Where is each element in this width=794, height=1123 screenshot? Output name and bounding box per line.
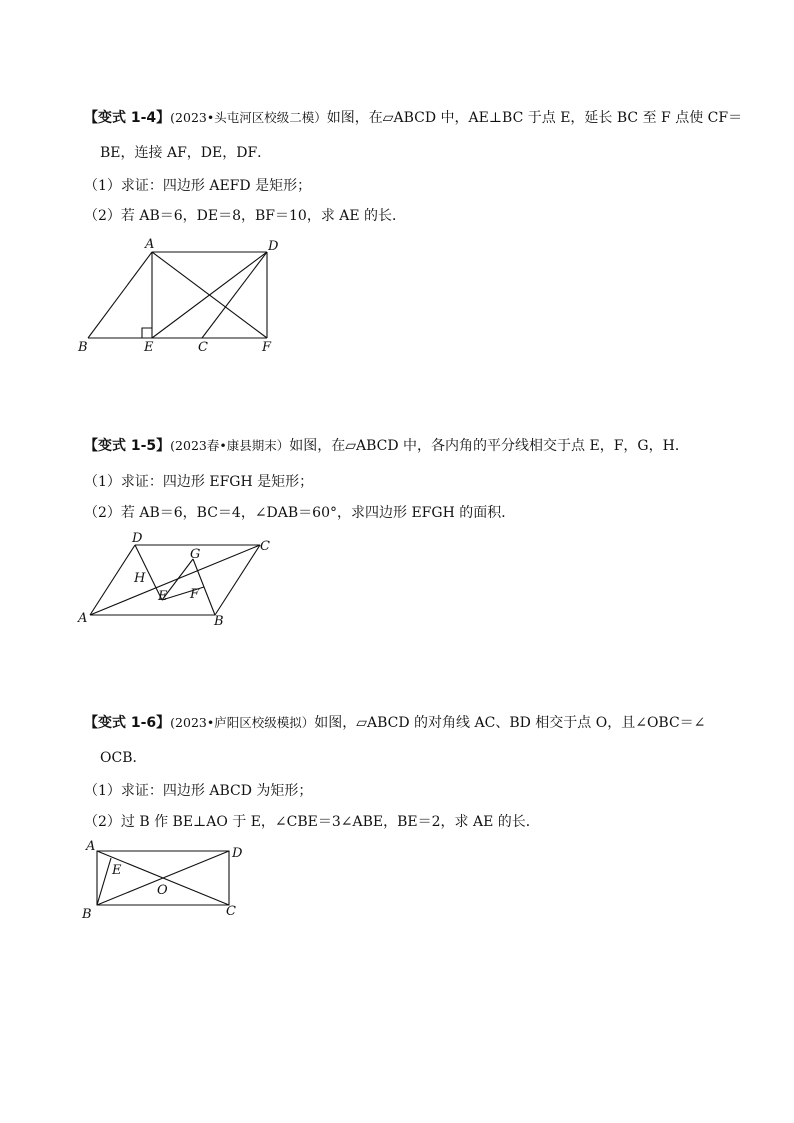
- label-C: C: [198, 340, 208, 355]
- label-A: A: [86, 839, 96, 854]
- problem-stem: 如图，在▱ABCD 中，AE⊥BC 于点 E，延长 BC 至 F 点使 CF＝: [326, 110, 743, 126]
- right-angle-mark: [142, 328, 152, 338]
- label-B: B: [214, 614, 224, 629]
- segment-BE: [97, 858, 111, 905]
- problem-1-5-question-1: （1）求证：四边形 EFGH 是矩形；: [84, 474, 314, 490]
- label-F: F: [262, 340, 272, 355]
- problem-1-4-stem-line2: BE，连接 AF，DE，DF．: [100, 145, 272, 161]
- segment-AC-bisectors: [90, 545, 260, 615]
- figure-1-6: [70, 838, 270, 923]
- label-C: C: [260, 539, 270, 554]
- problem-stem: 如图，在▱ABCD 中，各内角的平分线相交于点 E，F，G，H．: [289, 438, 689, 454]
- label-D: D: [268, 239, 279, 254]
- segment-CD: [202, 252, 267, 338]
- problem-1-5-question-2: （2）若 AB＝6，BC＝4，∠DAB＝60°，求四边形 EFGH 的面积．: [84, 505, 516, 521]
- problem-tag: 【变式 1-5】: [84, 438, 171, 454]
- label-C: C: [226, 904, 236, 919]
- segment-AB: [88, 252, 152, 338]
- label-E: E: [112, 863, 122, 878]
- problem-1-4-question-1: （1）求证：四边形 AEFD 是矩形；: [84, 178, 312, 194]
- problem-1-6-question-2: （2）过 B 作 BE⊥AO 于 E，∠CBE＝3∠ABE，BE＝2，求 AE 的长．: [84, 814, 540, 830]
- problem-1-6-question-1: （1）求证：四边形 ABCD 为矩形；: [84, 783, 313, 799]
- label-B: B: [78, 340, 88, 355]
- label-H: H: [134, 571, 146, 586]
- label-A: A: [78, 611, 88, 626]
- label-A: A: [145, 237, 155, 252]
- problem-stem: 如图，▱ABCD 的对角线 AC、BD 相交于点 O，且∠OBC＝∠: [314, 715, 706, 731]
- problem-source: (2023•庐阳区校级模拟）: [170, 715, 315, 730]
- label-E: E: [158, 589, 168, 604]
- figure-1-4: [70, 232, 290, 357]
- figure-1-5: [70, 530, 290, 635]
- problem-1-6-stem-line2: OCB．: [100, 750, 147, 766]
- problem-source: (2023春•康县期末）: [170, 438, 290, 453]
- problem-tag: 【变式 1-6】: [84, 715, 171, 731]
- label-O: O: [157, 883, 168, 898]
- problem-tag: 【变式 1-4】: [84, 110, 171, 126]
- problem-source: (2023•头屯河区校级二模）: [170, 110, 327, 125]
- label-G: G: [190, 547, 201, 562]
- label-D: D: [132, 531, 143, 546]
- label-B: B: [82, 907, 92, 922]
- problem-1-4-stem-line1: [84, 108, 742, 128]
- problem-1-4-question-2: （2）若 AB＝6，DE＝8，BF＝10，求 AE 的长．: [84, 208, 407, 224]
- problem-1-5-stem-line1: [84, 436, 689, 456]
- problem-1-6-stem-line1: [84, 713, 705, 733]
- label-D: D: [232, 846, 243, 861]
- segment-BC: [215, 545, 260, 615]
- label-E: E: [144, 340, 154, 355]
- label-F: F: [190, 587, 200, 602]
- segment-AD: [90, 545, 135, 615]
